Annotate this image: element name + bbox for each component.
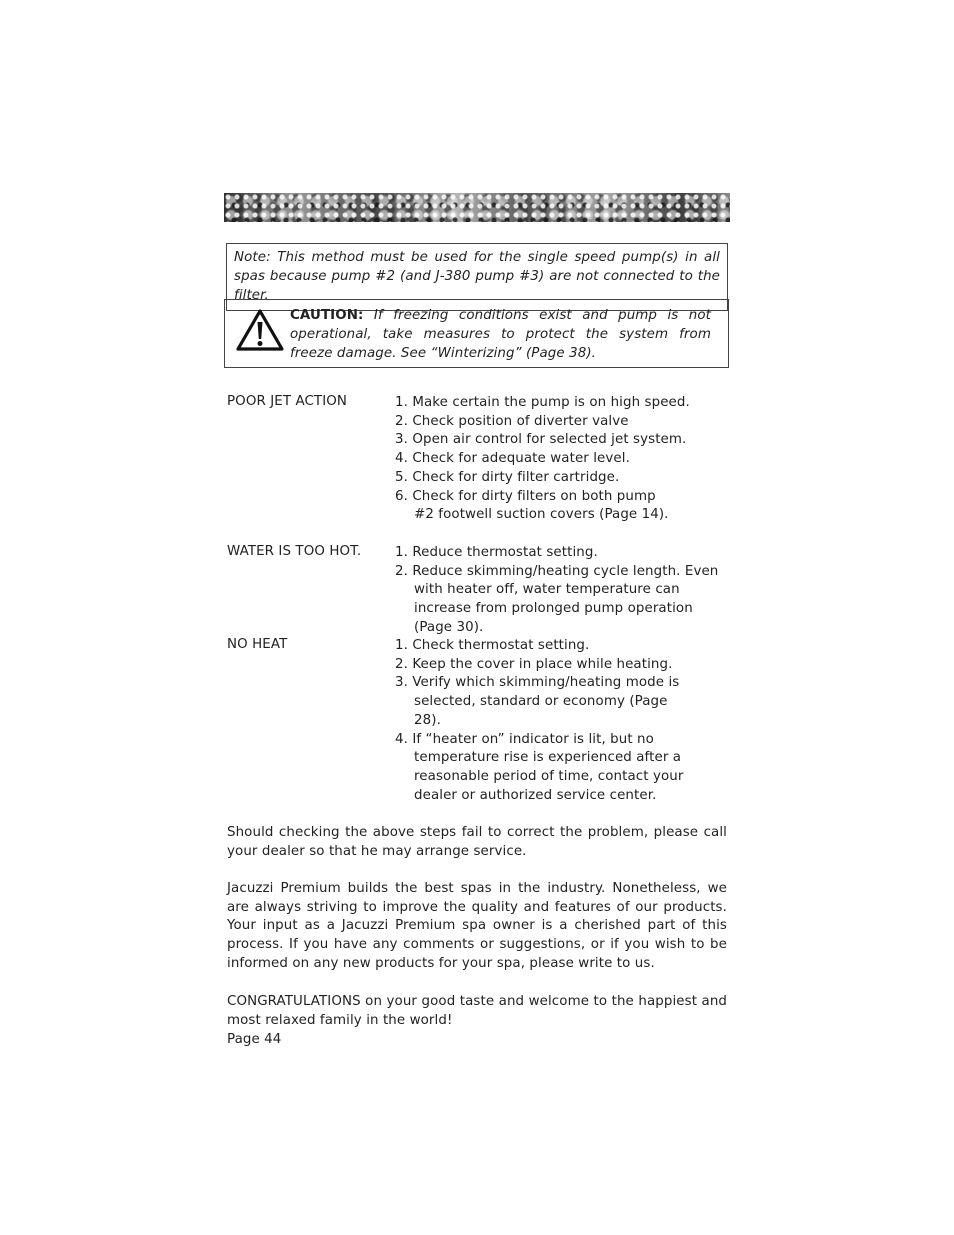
section-label: WATER IS TOO HOT.	[227, 544, 362, 559]
paragraph-service: Should checking the above steps fail to correct the problem, please call your dealer so that he may arrange service.	[227, 825, 727, 859]
caution-box	[224, 299, 729, 368]
caution-label: CAUTION:	[290, 308, 364, 323]
list-item: 5. Check for dirty filter cartridge.	[395, 469, 620, 485]
note-box: Note: This method must be used for the single speed pump(s) in all spas because pump #2 (and J-380 pump #3) are not connected to the filter.	[226, 243, 728, 311]
list-item: 2. Check position of diverter valve	[395, 413, 629, 429]
page-number: Page 44	[227, 1032, 282, 1047]
list-item: 1. Check thermostat setting.	[395, 638, 590, 653]
list-item: 1. Make certain the pump is on high speed.	[395, 395, 690, 410]
list-item: 1. Reduce thermostat setting.	[395, 545, 598, 560]
steps-list	[395, 394, 730, 525]
paragraph-congratulations: CONGRATULATIONS on your good taste and welcome to the happiest and most relaxed family in the world!	[227, 994, 727, 1028]
section-label: NO HEAT	[227, 637, 288, 652]
decorative-water-banner	[224, 193, 730, 222]
list-item: 2. Keep the cover in place while heating.	[395, 656, 673, 672]
list-item: 3. Open air control for selected jet system.	[395, 432, 687, 448]
caution-text	[290, 306, 711, 363]
section-label: POOR JET ACTION	[227, 394, 348, 409]
list-item: 6. Check for dirty filters on both pump #2 footwell suction covers (Page 14).	[395, 488, 669, 523]
warning-triangle-icon	[236, 309, 284, 351]
paragraph-feedback: Jacuzzi Premium builds the best spas in the industry. Nonetheless, we are always striving to improve the quality and features of our products. Your input as a Jacuzzi Premium spa owner is a cherished part of this process. If you have any comments or suggestions, or if you wish to be informed on any new products for your spa, please write to us.	[227, 881, 727, 971]
list-item: 4. If “heater on” indicator is lit, but no temperature rise is experienced after a reasonable period of time, contact your dealer or authorized service center.	[395, 731, 684, 803]
list-item: 2. Reduce skimming/heating cycle length. Even with heater off, water temperature can increase from prolonged pump operation (Page 30).	[395, 563, 719, 635]
list-item: 3. Verify which skimming/heating mode is selected, standard or economy (Page 28).	[395, 675, 680, 728]
steps-list	[395, 637, 730, 805]
caution-body: If freezing conditions exist and pump is not operational, take measures to protect the system from freeze damage. See “Winterizing” (Page 38).	[290, 308, 711, 361]
steps-list	[395, 544, 730, 638]
list-item: 4. Check for adequate water level.	[395, 451, 630, 467]
